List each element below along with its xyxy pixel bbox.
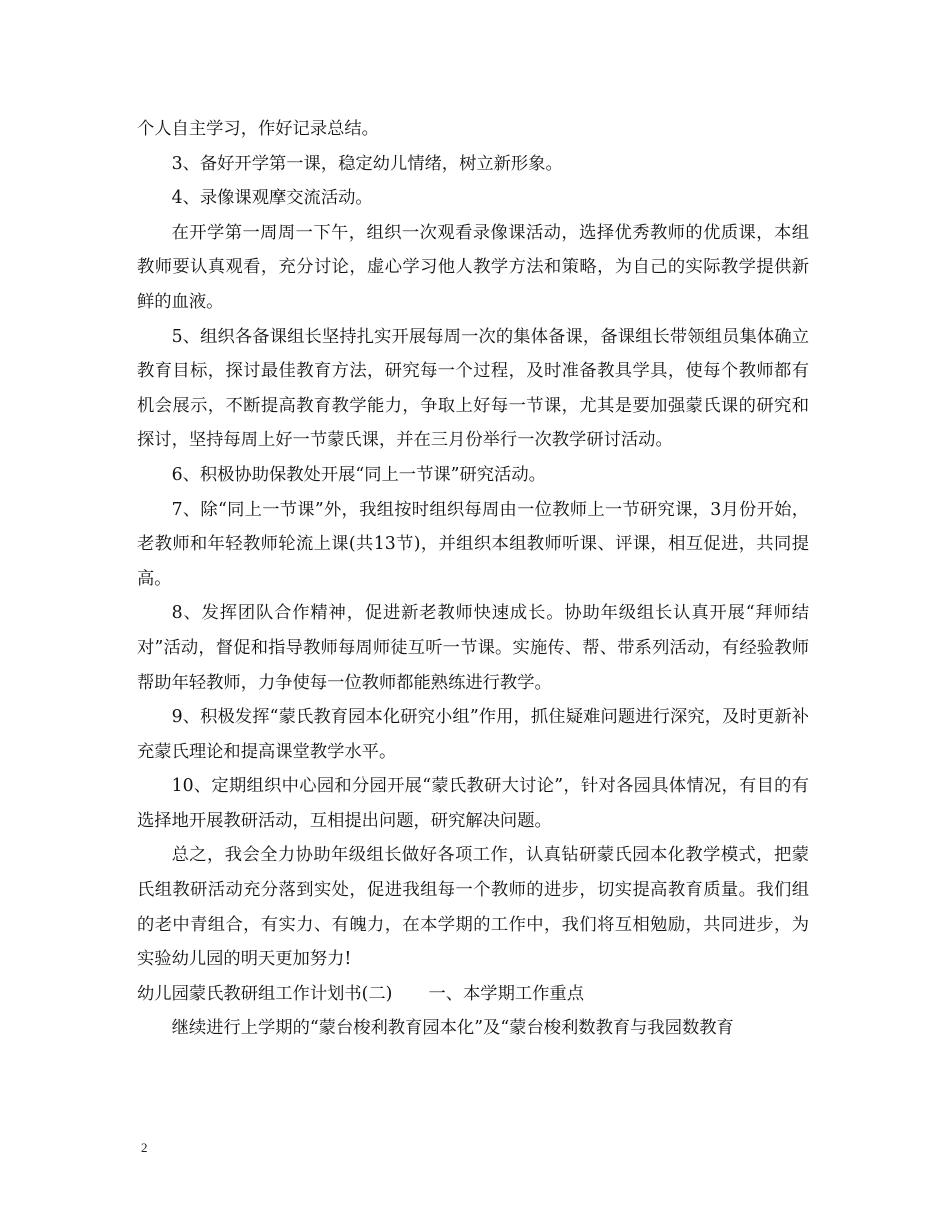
paragraph-1: 个人自主学习，作好记录总结。 xyxy=(137,119,379,139)
paragraph-6: 6、积极协助保教处开展“同上一节课”研究活动。 xyxy=(171,464,546,485)
paragraph-5: 5、组织各备课组长坚持扎实开展每周一次的集体备课，备课组长带领组员集体确立教育目标，探讨最佳教育方法，研究每一个过程，及时准备教具学具，使每个教师都有机会展示，不断提高教育教学能力，争取上好每一节课，尤其是要加强蒙氏课的研究和探讨，坚持每周上好一节蒙氏课，并在三月份举行一次教学研讨活动。 xyxy=(137,326,809,451)
document-subtitle: 幼儿园蒙氏教研组工作计划书(二) xyxy=(137,983,393,1004)
section-heading: 一、本学期工作重点 xyxy=(428,983,584,1004)
paragraph-3: 4、录像课观摩交流活动。 xyxy=(171,188,373,209)
paragraph-last: 继续进行上学期的“蒙台梭利教育园本化”及“蒙台梭利数教育与我园数教育 xyxy=(171,1018,734,1039)
paragraph-2: 3、备好开学第一课，稳定幼儿情绪，树立新形象。 xyxy=(171,153,563,174)
paragraph-10: 10、定期组织中心园和分园开展“蒙氏教研大讨论”，针对各园具体情况，有目的有选择地开展教研活动，互相提出问题，研究解决问题。 xyxy=(137,776,809,831)
paragraph-4: 在开学第一周周一下午，组织一次观看录像课活动，选择优秀教师的优质课，本组教师要认真观看，充分讨论，虚心学习他人教学方法和策略，为自己的实际教学提供新鲜的血液。 xyxy=(137,222,809,312)
paragraph-7: 7、除“同上一节课”外，我组按时组织每周由一位教师上一节研究课，3月份开始，老教师和年轻教师轮流上课(共13节)，并组织本组教师听课、评课，相互促进，共同提高。 xyxy=(137,499,809,589)
paragraph-11: 总之，我会全力协助年级组长做好各项工作，认真钻研蒙氏园本化教学模式，把蒙氏组教研活动充分落到实处，促进我组每一个教师的进步，切实提高教育质量。我们组的老中青组合，有实力、有魄力，在本学期的工作中，我们将互相勉励，共同进步，为实验幼儿园的明天更加努力! xyxy=(137,845,809,970)
document-body xyxy=(137,112,809,1046)
paragraph-8: 8、发挥团队合作精神，促进新老教师快速成长。协助年级组长认真开展“拜师结对”活动，督促和指导教师每周师徒互听一节课。实施传、帮、带系列活动，有经验教师帮助年轻教师，力争使每一位教师都能熟练进行教学。 xyxy=(137,603,809,693)
paragraph-9: 9、积极发挥“蒙氏教育园本化研究小组”作用，抓住疑难问题进行深究，及时更新补充蒙氏理论和提高课堂教学水平。 xyxy=(137,707,809,762)
section-heading-line xyxy=(137,977,809,1012)
page-number: 2 xyxy=(141,1140,148,1155)
